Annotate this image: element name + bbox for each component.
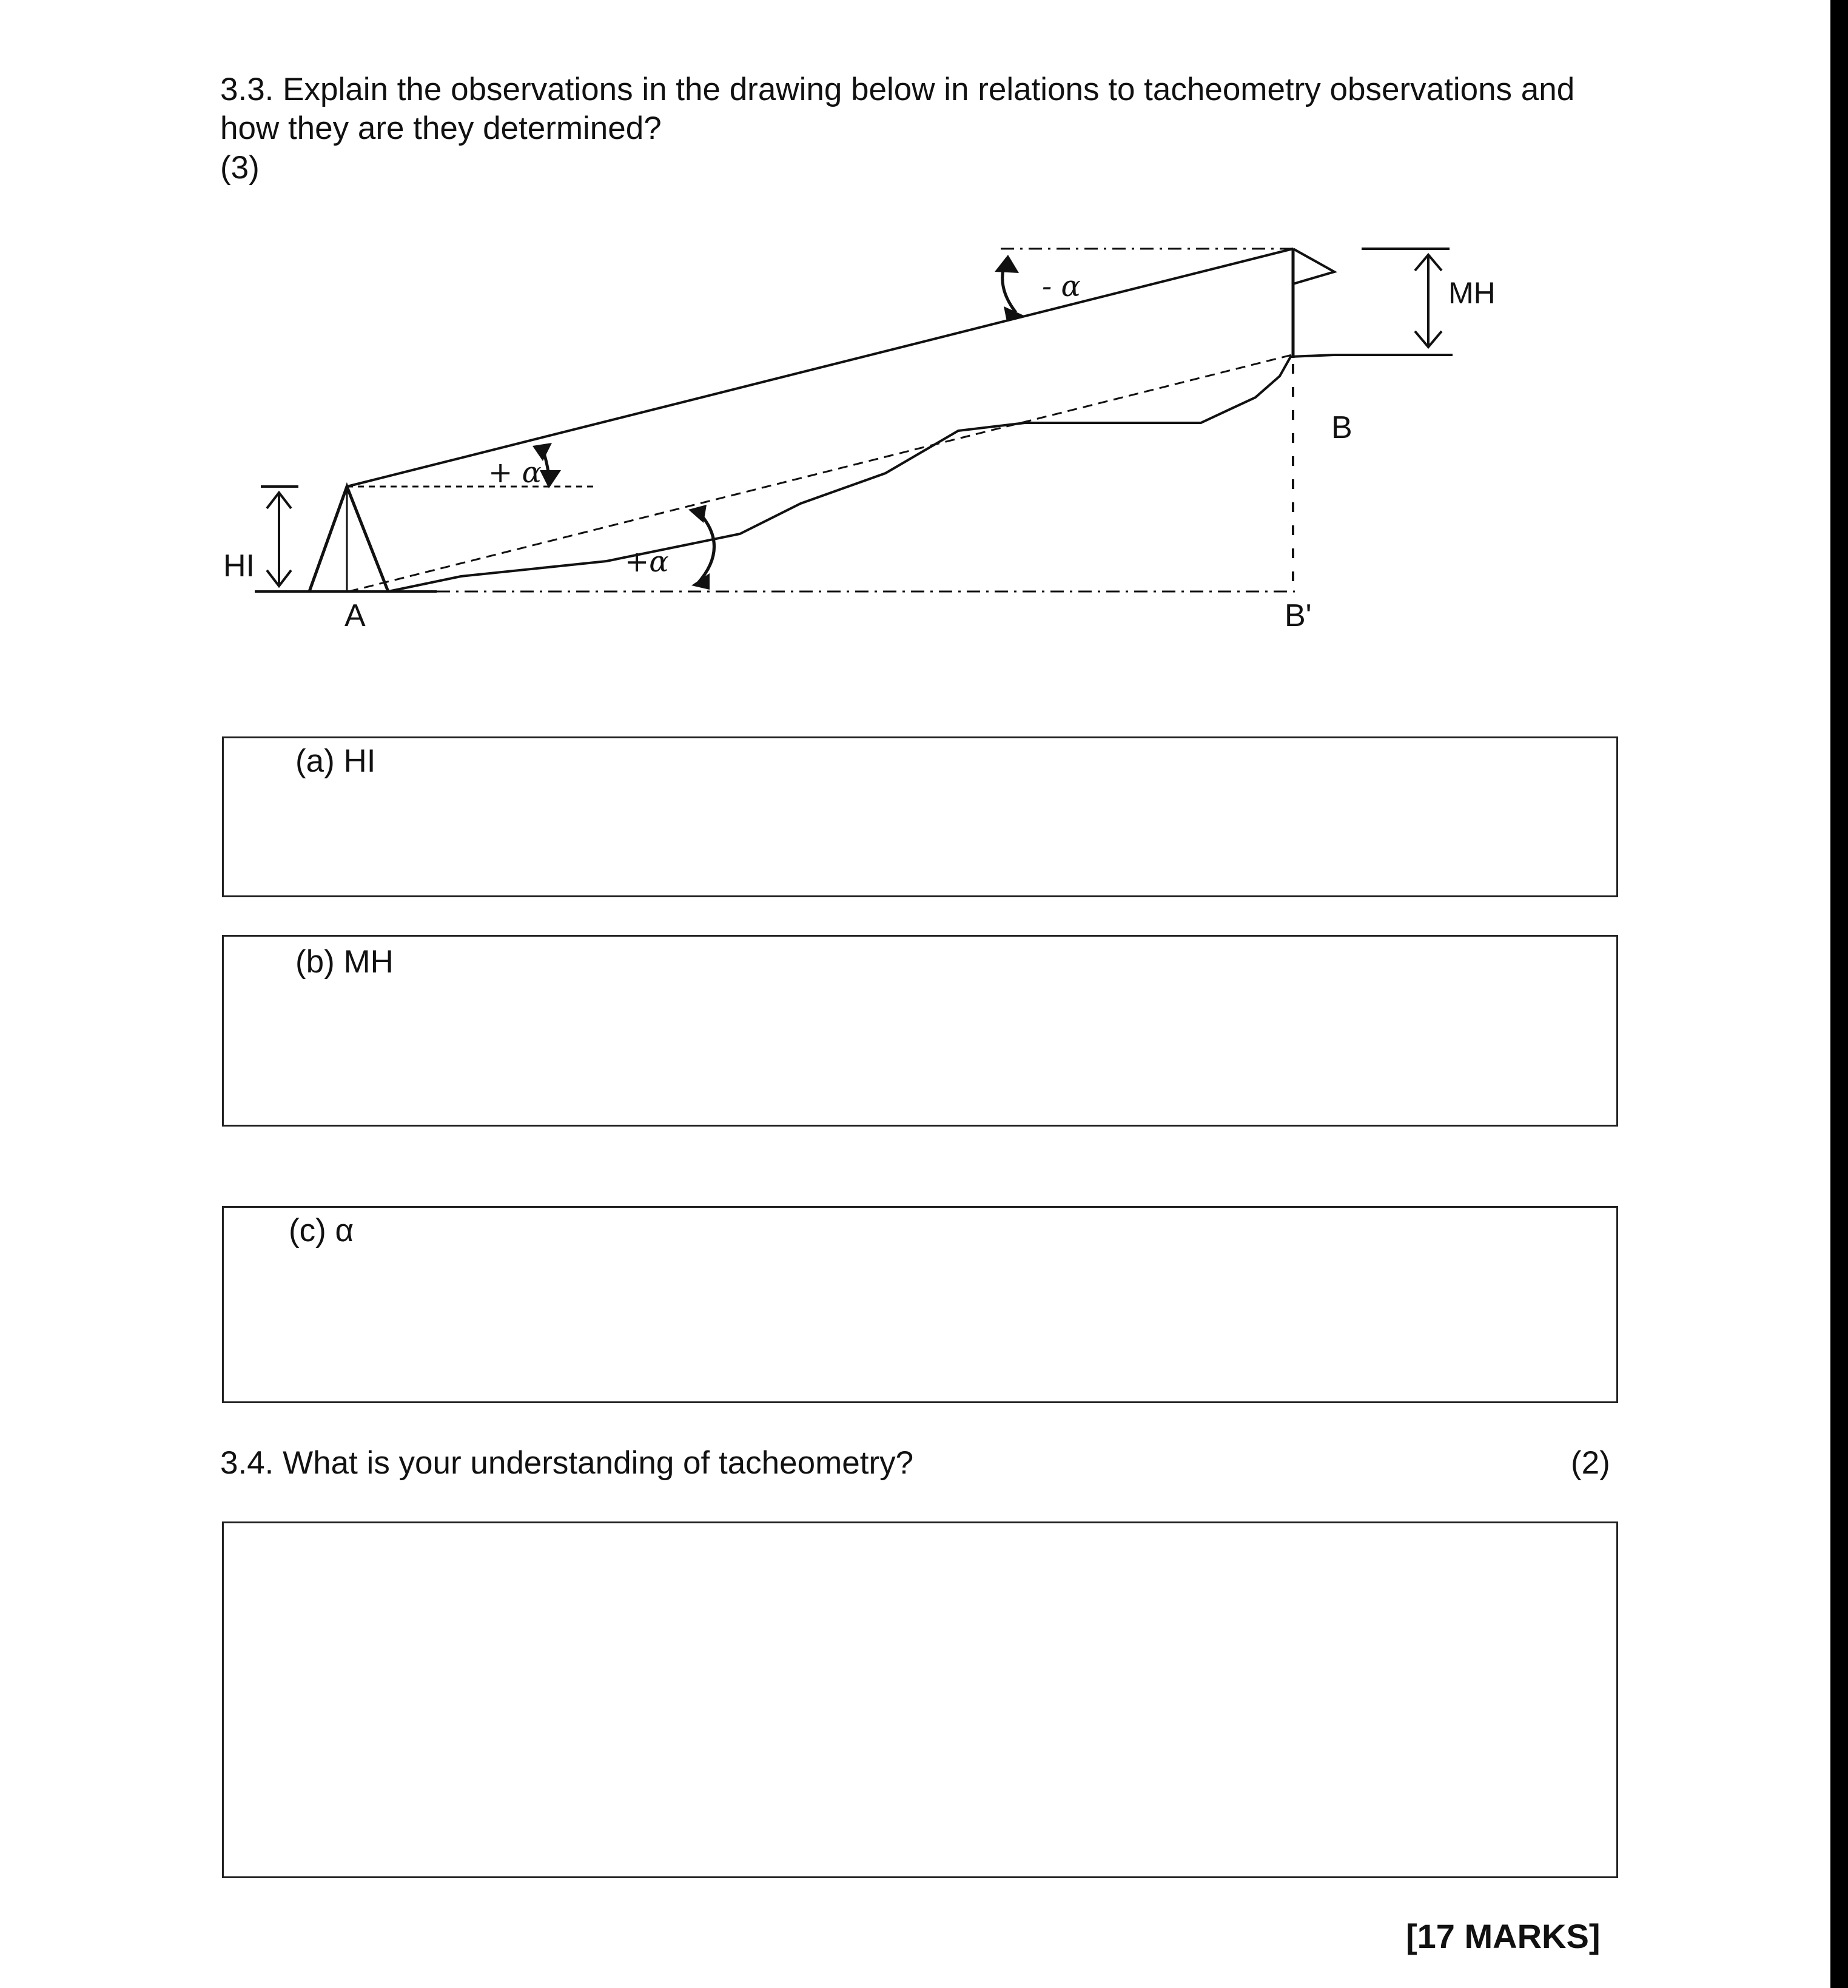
- answer-label-hi: (a) HI: [295, 743, 376, 779]
- answer-box-hi[interactable]: [222, 736, 1618, 897]
- question-3-3-text: 3.3. Explain the observations in the drawing below in relations to tacheometry observations and how they are they determined?: [220, 72, 1575, 146]
- staff-target: [1293, 249, 1334, 284]
- plus-alpha-top-label: + α: [488, 456, 542, 490]
- question-3-4-marks: (2): [1571, 1445, 1610, 1481]
- answer-box-alpha[interactable]: [222, 1206, 1618, 1403]
- mh-label: MH: [1448, 276, 1496, 310]
- question-3-4-text: 3.4. What is your understanding of tacheometry?: [220, 1445, 914, 1481]
- point-b-label: B: [1331, 410, 1352, 445]
- plus-alpha-bottom-label: +α: [625, 545, 669, 579]
- answer-box-mh[interactable]: [222, 935, 1618, 1127]
- answer-box-tacheometry[interactable]: [222, 1521, 1618, 1878]
- instrument-tripod: [309, 487, 388, 591]
- plus-alpha-bottom-arrowhead-bottom: [691, 573, 710, 590]
- tacheometry-diagram: [0, 0, 1848, 667]
- plus-alpha-bottom-arc: [697, 511, 714, 584]
- plus-alpha-bottom-arrowhead-top: [688, 505, 707, 523]
- point-b-prime-label: B': [1285, 598, 1312, 633]
- answer-label-mh: (b) MH: [295, 944, 394, 980]
- point-a-label: A: [344, 598, 366, 633]
- total-marks: [17 MARKS]: [1406, 1917, 1601, 1955]
- line-of-sight: [347, 249, 1293, 487]
- hi-label: HI: [223, 548, 255, 584]
- question-3-3-marks: (3): [220, 150, 260, 186]
- minus-alpha-arrowhead-top: [995, 255, 1019, 273]
- answer-label-alpha: (c) α: [289, 1213, 354, 1248]
- minus-alpha-label: - α: [1042, 269, 1081, 303]
